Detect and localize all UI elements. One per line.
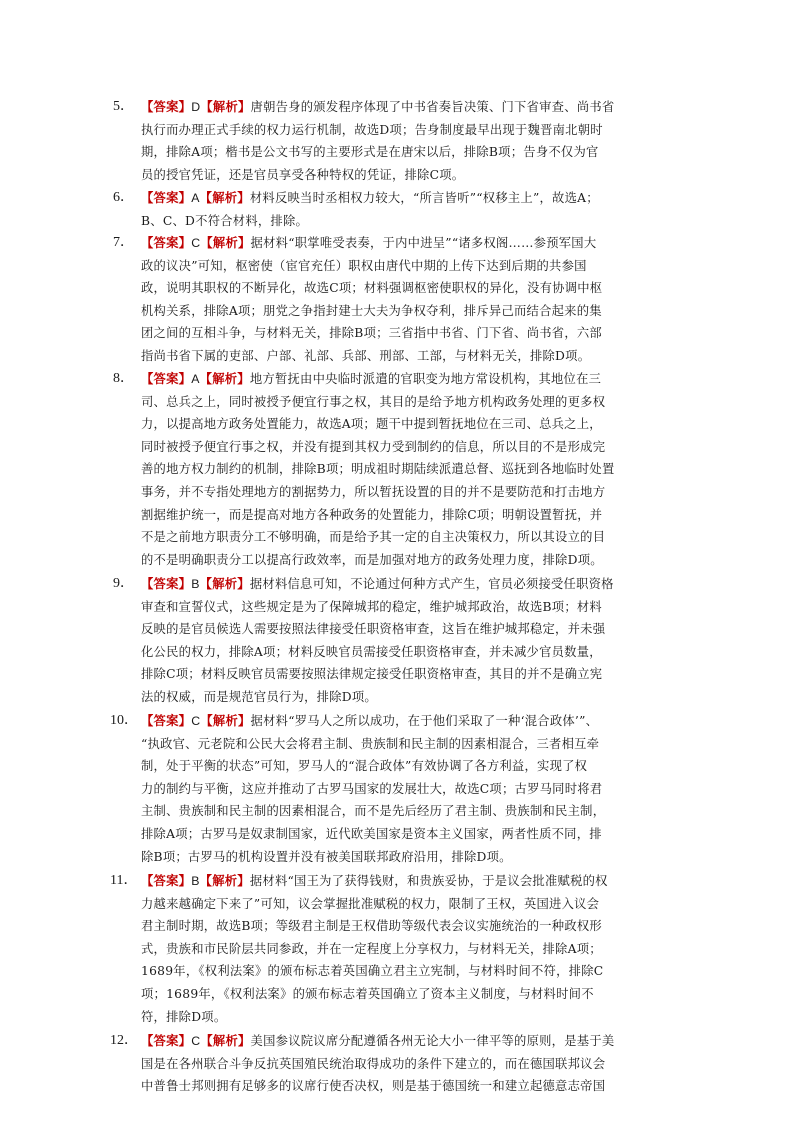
item-line: 同时被授予便宜行事之权，并没有提到其权力受到制约的信息，所以目的不是形成完 (141, 439, 606, 454)
item-line: B、C、D不符合材料，排除。 (141, 213, 309, 228)
explanation-text: 据材料“职掌唯受表奏，于内中进呈”“诸多权阁……参预军国大 (250, 236, 597, 250)
item-line: 制，处于平衡的状态”可知，罗马人的“混合政体”有效协调了各方利益，实现了权 (141, 759, 588, 774)
item-number: 6． (113, 190, 134, 205)
answer-letter: C (191, 236, 201, 250)
item-line: 政的议决”可知，枢密使（宦官充任）职权由唐代中期的上传下达到后期的共参国 (141, 258, 587, 273)
item-line: 排除C项；材料反映官员需要按照法律规定接受任职资格审查，其目的并不是确立宪 (141, 667, 603, 682)
answer-item-7 (113, 232, 678, 368)
item-line (118, 96, 678, 119)
explanation-tag: 【解析】 (199, 190, 250, 205)
item-line: 善的地方权力制约的机制，排除B项；明成祖时期陆续派遣总督、巡抚到各地临时处置 (141, 462, 615, 477)
item-line: 力的制约与平衡，这应并推动了古罗马国家的发展壮大，故选C项；古罗马同时将君 (141, 781, 603, 796)
explanation-text: 唐朝告身的颁发程序体现了中书省奏旨决策、门下省审查、尚书省 (250, 100, 615, 114)
item-line: 指尚书省下属的吏部、户部、礼部、兵部、刑部、工部，与材料无关，排除D项。 (141, 348, 591, 363)
item-line: 化公民的权力，排除A项；材料反映官员需接受任职资格审查，并未减少官员数量， (141, 644, 602, 659)
answer-tag: 【答案】 (141, 371, 192, 386)
item-line: 君主制时期，故选B项；等级君主制是王权借助等级代表会议实施统治的一种政权形 (141, 919, 602, 934)
item-line: 审查和宣誓仪式，这些规定是为了保障城邦的稳定，维护城邦政治，故选B项；材料 (141, 599, 602, 614)
answer-letter: A (191, 372, 200, 386)
item-line (118, 232, 678, 255)
answer-letter: C (191, 1034, 201, 1048)
explanation-tag: 【解析】 (199, 873, 250, 888)
item-line (118, 710, 678, 733)
item-line: 机构关系，排除A项；朋党之争指封建士大夫为争权夺利，排斥异己而结合起来的集 (141, 303, 602, 318)
answer-letter: B (191, 577, 200, 591)
explanation-tag: 【解析】 (200, 1033, 251, 1048)
item-line: 排除A项；古罗马是奴隶制国家，近代欧美国家是资本主义国家，两者性质不同，排 (141, 826, 602, 841)
answer-tag: 【答案】 (141, 190, 192, 205)
item-line: 力越来越确定下来了”可知，议会掌握批准赋税的权力，限制了王权，英国进入议会 (141, 896, 600, 911)
item-line: 国是在各州联合斗争反抗英国殖民统治取得成功的条件下建立的，而在德国联邦议会 (141, 1056, 606, 1071)
item-line: “执政官、元老院和公民大会将君主制、贵族制和民主制的因素相混合，三者相互牵 (141, 736, 600, 751)
explanation-tag: 【解析】 (200, 235, 251, 250)
item-line (118, 187, 678, 210)
item-number: 11． (110, 873, 138, 888)
item-line: 不是之前地方职责分工不够明确，而是给予其一定的自主决策权力，所以其设立的目 (141, 530, 606, 545)
answer-item-11 (110, 870, 678, 1028)
item-line: 执行而办理正式手续的权力运行机制，故选D项；告身制度最早出现于魏晋南北朝时 (141, 122, 603, 137)
answer-tag: 【答案】 (141, 99, 192, 114)
explanation-tag: 【解析】 (200, 99, 251, 114)
item-line: 割据维护统一，而是提高对地方各种政务的处置能力，排除C项；明朝设置暂抚，并 (141, 507, 603, 522)
answer-item-5 (113, 96, 678, 186)
answer-letter: A (191, 191, 200, 205)
item-line: 中普鲁士邦则拥有足够多的议席行使否决权，则是基于德国统一和建立起德意志帝国 (141, 1079, 606, 1094)
item-number: 7． (113, 235, 134, 250)
item-number: 5． (113, 99, 134, 114)
explanation-tag: 【解析】 (200, 713, 251, 728)
explanation-tag: 【解析】 (199, 576, 250, 591)
item-line: 的不是明确职责分工以提高行政效率，而是加强对地方的政务处理力度，排除D项。 (141, 552, 603, 567)
item-line: 式，贵族和市民阶层共同参政，并在一定程度上分享权力，与材料无关，排除A项； (141, 941, 602, 956)
answer-tag: 【答案】 (141, 235, 192, 250)
explanation-text: 据材料“国王为了获得钱财，和贵族妥协，于是议会批准赋税的权 (249, 874, 608, 888)
item-line: 团之间的互相斗争，与材料无关，排除B项；三省指中书省、门下省、尚书省，六部 (141, 326, 602, 341)
answer-tag: 【答案】 (141, 1033, 192, 1048)
answer-item-10 (110, 710, 678, 868)
explanation-tag: 【解析】 (199, 371, 250, 386)
item-line: 期，排除A项；楷书是公文书写的主要形式是在唐宋以后，排除B项；告身不仅为官 (141, 145, 599, 160)
item-line: 反映的是官员候选人需要按照法律接受任职资格审查，这旨在维护城邦稳定，并未强 (141, 622, 606, 637)
item-line: 事务，并不专指处理地方的割据势力，所以暂抚设置的目的并不是要防范和打击地方 (141, 484, 606, 499)
answer-item-12 (110, 1030, 678, 1098)
item-line: 力，以提高地方政务处置能力，故选A项；题干中提到暂抚地位在三司、总兵之上， (141, 417, 602, 432)
explanation-text: 地方暂抚由中央临时派遣的官职变为地方常设机构，其地位在三 (249, 372, 602, 386)
answer-item-9 (113, 573, 678, 709)
answer-letter: C (191, 714, 201, 728)
item-line (118, 368, 678, 391)
item-line: 符，排除D项。 (141, 1009, 227, 1024)
item-line: 法的权威，而是规范官员行为，排除D项。 (141, 689, 377, 704)
item-line: 除B项；古罗马的机构设置并没有被美国联邦政府沿用，排除D项。 (141, 849, 512, 864)
answer-item-8 (113, 368, 678, 571)
explanation-text: 材料反映当时丞相权力较大，“所言皆听”“权移主上”，故选A； (249, 191, 599, 205)
explanation-text: 据材料信息可知，不论通过何种方式产生，官员必须接受任职资格 (249, 577, 614, 591)
item-line: 项；1689年，《权利法案》的颁布标志着英国确立了资本主义制度，与材料时间不 (141, 986, 594, 1001)
explanation-text: 据材料“罗马人之所以成功，在于他们采取了一种‘混合政体’”、 (250, 714, 599, 728)
item-line (118, 573, 678, 596)
item-number: 12． (110, 1033, 138, 1048)
answer-tag: 【答案】 (141, 713, 192, 728)
item-number: 10． (110, 713, 138, 728)
answer-tag: 【答案】 (141, 873, 192, 888)
answer-letter: D (191, 100, 201, 114)
answer-item-6 (113, 187, 678, 232)
item-line: 司、总兵之上，同时被授予便宜行事之权，其目的是给予地方机构政务处理的更多权 (141, 394, 606, 409)
item-line: 政，说明其职权的不断异化，故选C项；材料强调枢密使职权的异化，没有协调中枢 (141, 281, 603, 296)
answer-letter: B (191, 874, 200, 888)
item-line (118, 870, 678, 893)
item-number: 8． (113, 371, 134, 386)
item-line (118, 1030, 678, 1053)
answer-tag: 【答案】 (141, 576, 192, 591)
item-line: 1689年，《权利法案》的颁布标志着英国确立君主立宪制，与材料时间不符，排除C (141, 964, 604, 979)
item-number: 9． (113, 576, 134, 591)
item-line: 员的授官凭证，还是官员享受各种特权的凭证，排除C项。 (141, 167, 465, 182)
explanation-text: 美国参议院议席分配遵循各州无论大小一律平等的原则，是基于美 (250, 1034, 615, 1048)
item-line: 主制、贵族制和民主制的因素相混合，而不是先后经历了君主制、贵族制和民主制， (141, 804, 606, 819)
